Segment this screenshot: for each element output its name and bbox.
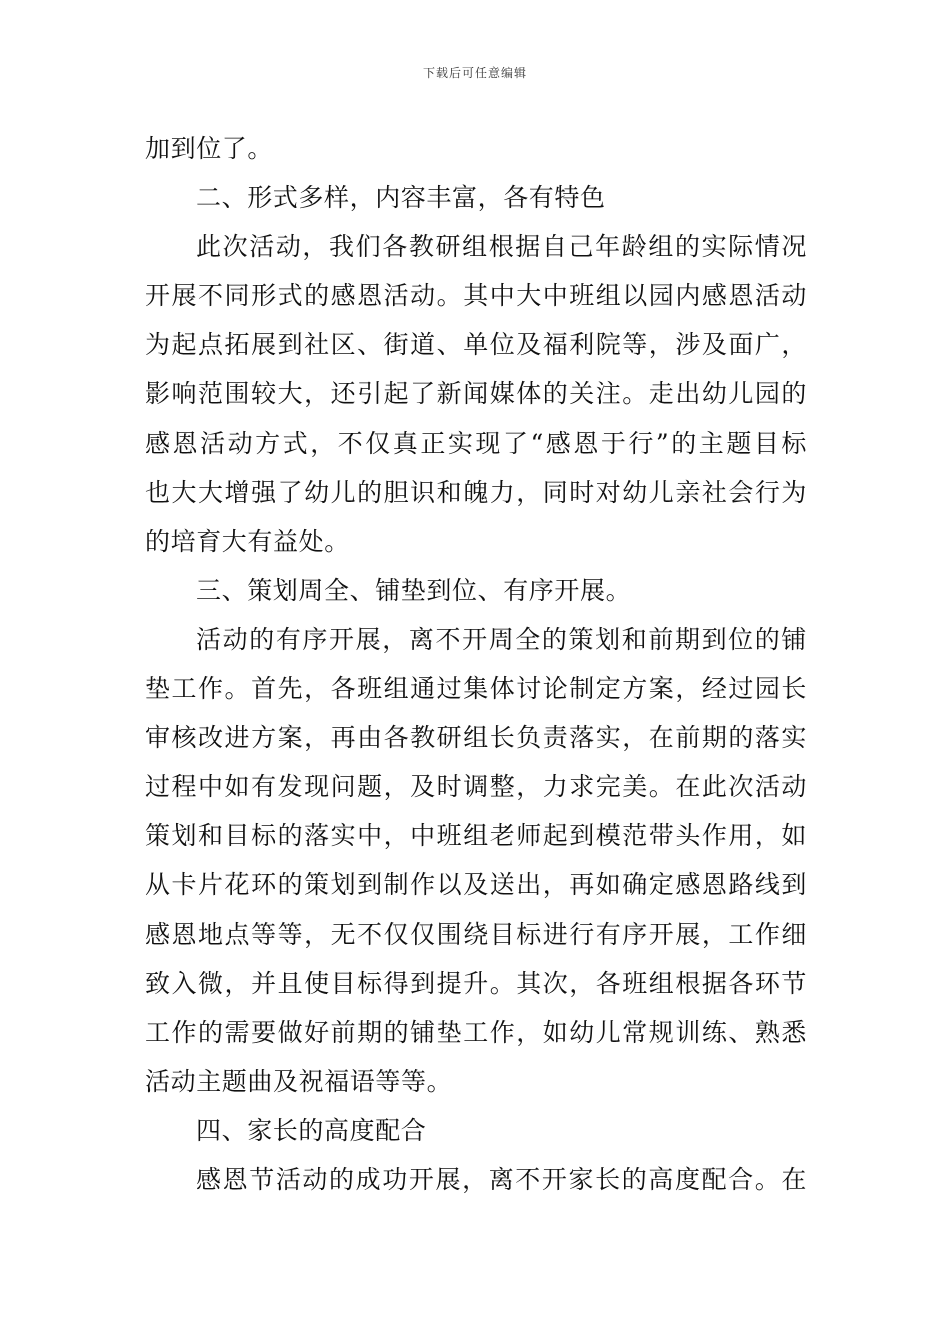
page-header-note: 下载后可任意编辑 xyxy=(422,66,527,80)
text-line: 感恩地点等等，无不仅仅围绕目标进行有序开展，工作细 xyxy=(145,919,807,949)
text-line: 致入微，并且使目标得到提升。其次，各班组根据各环节 xyxy=(145,968,807,998)
text-line: 活动的有序开展，离不开周全的策划和前期到位的铺 xyxy=(196,624,807,654)
text-line: 加到位了。 xyxy=(145,134,274,163)
text-line: 工作的需要做好前期的铺垫工作，如幼儿常规训练、熟悉 xyxy=(145,1017,807,1047)
document-body xyxy=(145,124,807,1204)
text-line: 影响范围较大，还引起了新闻媒体的关注。走出幼儿园的 xyxy=(145,379,807,409)
text-line: 策划和目标的落实中，中班组老师起到模范带头作用，如 xyxy=(145,821,807,851)
text-line: 从卡片花环的策划到制作以及送出，再如确定感恩路线到 xyxy=(145,870,807,900)
section-heading: 二、形式多样，内容丰富，各有特色 xyxy=(196,183,606,213)
text-line: 过程中如有发现问题，及时调整，力求完美。在此次活动 xyxy=(145,772,807,802)
text-line: 感恩节活动的成功开展，离不开家长的高度配合。在 xyxy=(196,1164,807,1194)
section-heading: 四、家长的高度配合 xyxy=(196,1115,427,1145)
text-line: 活动主题曲及祝福语等等。 xyxy=(145,1066,453,1096)
text-line: 此次活动，我们各教研组根据自己年龄组的实际情况 xyxy=(196,232,807,262)
text-line: 也大大增强了幼儿的胆识和魄力，同时对幼儿亲社会行为 xyxy=(145,477,807,507)
text-line: 为起点拓展到社区、街道、单位及福利院等，涉及面广， xyxy=(145,330,807,360)
text-line: 的培育大有益处。 xyxy=(145,526,350,556)
text-line: 开展不同形式的感恩活动。其中大中班组以园内感恩活动 xyxy=(145,281,807,311)
text-line: 感恩活动方式，不仅真正实现了“感恩于行”的主题目标 xyxy=(145,428,807,458)
text-line: 审核改进方案，再由各教研组长负责落实，在前期的落实 xyxy=(145,723,807,753)
text-line: 垫工作。首先，各班组通过集体讨论制定方案，经过园长 xyxy=(145,674,807,704)
section-heading: 三、策划周全、铺垫到位、有序开展。 xyxy=(196,575,632,605)
